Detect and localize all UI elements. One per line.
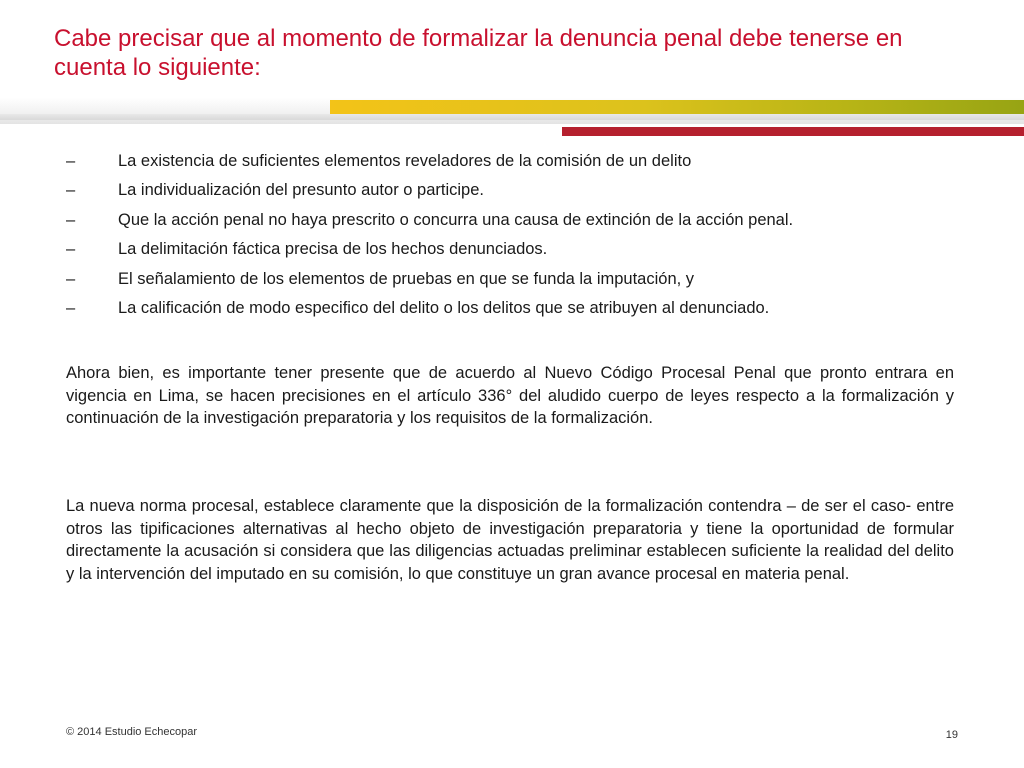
bullet-text: La individualización del presunto autor o participe. <box>118 181 484 200</box>
page-number: 19 <box>945 729 958 741</box>
decorative-band-red <box>562 127 1024 136</box>
bullet-text: Que la acción penal no haya prescrito o concurra una causa de extinción de la acción penal. <box>118 210 794 229</box>
bullet-dash: – <box>66 181 76 200</box>
decorative-band-gold <box>330 100 1024 114</box>
bullet-dash: – <box>66 269 76 288</box>
paragraph-nuevo-codigo: Ahora bien, es importante tener presente que de acuerdo al Nuevo Código Procesal Penal que pronto entrara en vigencia en Lima, se hacen precisiones en el artículo 336° del aludido cuerpo de leyes respecto a la formalización y continuación de la investigación preparatoria y los requisitos de la formalización. <box>66 364 954 427</box>
paragraph-nueva-norma: La nueva norma procesal, establece claramente que la disposición de la formalización contendra – de ser el caso- entre otros las tipificaciones alternativas al hecho objeto de investigación preparatoria y tiene la oportunidad de formular directamente la acusación si considera que las diligencias actuadas preliminar establecen suficiente la realidad del delito y la intervención del imputado en su comisión, lo que constituye un gran avance procesal en materia penal. <box>66 497 954 583</box>
bullet-text: La delimitación fáctica precisa de los hechos denunciados. <box>118 240 548 259</box>
bullet-item <box>66 150 966 172</box>
bullet-text: El señalamiento de los elementos de pruebas en que se funda la imputación, y <box>118 269 695 288</box>
decorative-band-grey-line <box>0 114 1024 120</box>
bullet-item <box>66 268 966 290</box>
bullet-item <box>66 297 966 319</box>
bullet-dash: – <box>66 210 76 229</box>
bullet-dash: – <box>66 152 76 170</box>
footer-copyright: © 2014 Estudio Echecopar <box>66 726 198 738</box>
bullet-dash: – <box>66 240 76 259</box>
bullet-text: La calificación de modo especifico del delito o los delitos que se atribuyen al denunciado. <box>118 298 770 317</box>
slide-title: Cabe precisar que al momento de formalizar la denuncia penal debe tenerse en cuenta lo siguiente: <box>54 25 903 81</box>
bullet-dash: – <box>66 298 76 317</box>
bullet-list <box>66 150 966 326</box>
bullet-item <box>66 179 966 201</box>
bullet-item <box>66 209 966 231</box>
bullet-item <box>66 238 966 260</box>
bullet-text: La existencia de suficientes elementos reveladores de la comisión de un delito <box>118 152 692 170</box>
